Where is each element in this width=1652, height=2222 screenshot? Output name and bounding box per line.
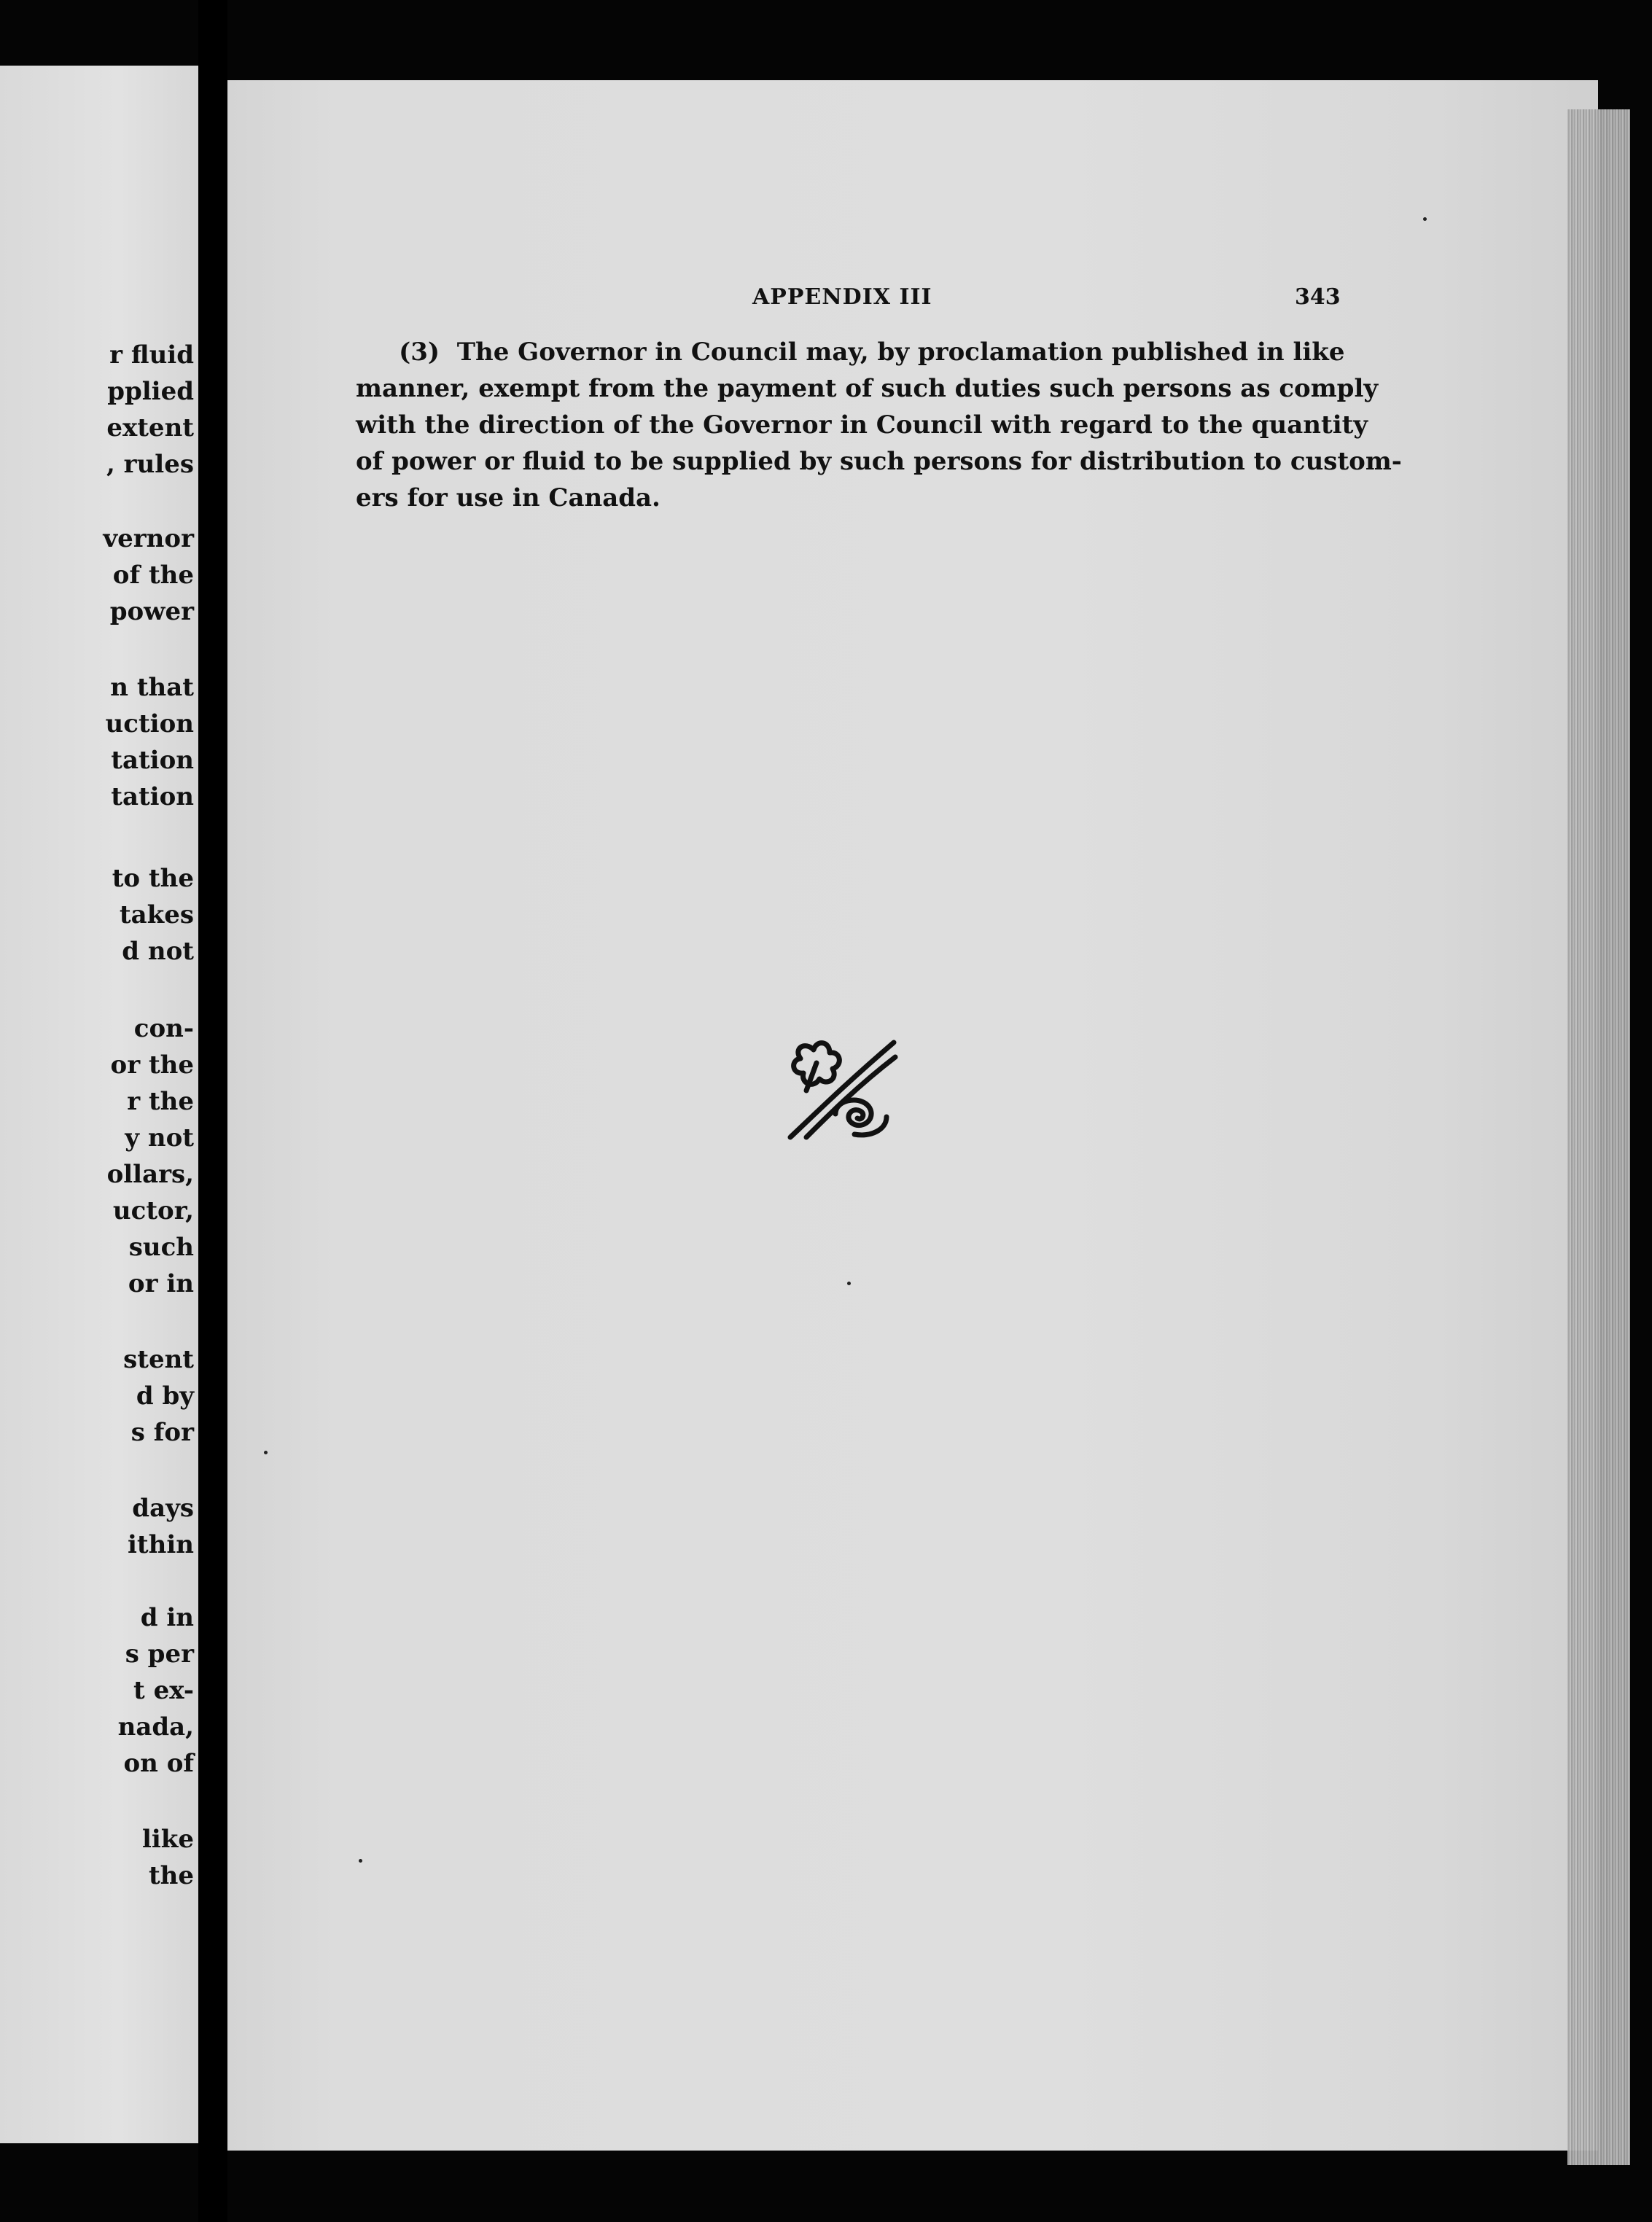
main-page [227, 80, 1598, 2151]
left-page-block: stent d by s for [123, 1345, 194, 1447]
scan-speck [847, 1282, 851, 1285]
book-gutter [198, 0, 227, 2222]
scan-speck [359, 1859, 362, 1863]
scan-speck [1423, 217, 1427, 221]
left-page-block: vernor of the power [103, 524, 194, 626]
left-page-block: days ithin [128, 1494, 194, 1559]
left-page-block: con- or the r the y not ollars, uctor, such or in [106, 1014, 194, 1298]
left-page-block: to the takes d not [112, 864, 194, 966]
left-page-block: like the [141, 1825, 194, 1890]
left-page-block: n that uction tation tation [105, 673, 194, 811]
page-number: 343 [1295, 284, 1341, 310]
left-page-block: d in s per t ex- nada, on of [117, 1603, 194, 1778]
running-title: APPENDIX III [752, 284, 932, 310]
left-page [0, 66, 198, 2143]
body-paragraph: (3) The Governor in Council may, by proclamation published in like manner, exempt from the payment of such duties such persons as comply with the direction of the Governor in Council with regard to the quantity of power or fluid to be supplied by such persons for distribution to custom- ers for use in Canada. [356, 338, 1402, 512]
page-edges [1567, 109, 1630, 2165]
floral-vignette-icon [784, 1028, 901, 1145]
left-page-block: r fluid pplied extent , rules [106, 340, 194, 479]
running-head [227, 284, 1598, 321]
scan-speck [264, 1451, 268, 1454]
